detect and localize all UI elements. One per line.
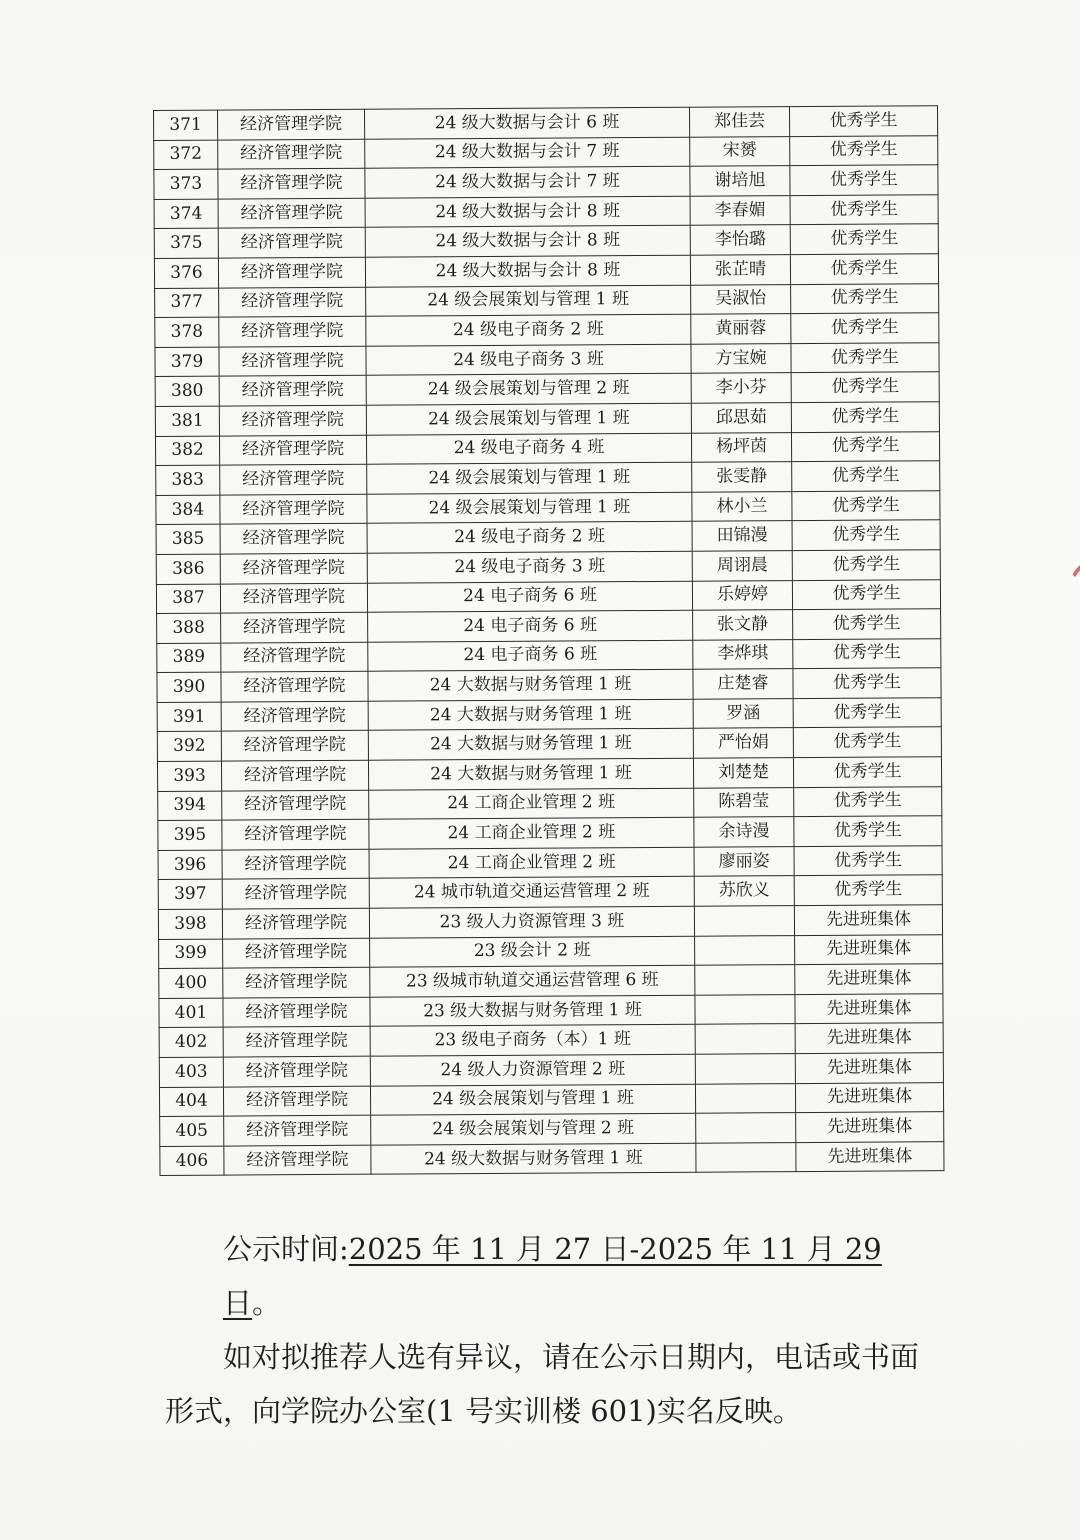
student-name-cell: 陈碧莹 bbox=[694, 787, 794, 817]
class-cell: 24 级大数据与会计 8 班 bbox=[365, 226, 690, 258]
student-name-cell bbox=[694, 906, 794, 936]
college-cell: 经济管理学院 bbox=[222, 849, 369, 879]
table-row bbox=[157, 668, 941, 702]
class-cell: 24 级会展策划与管理 1 班 bbox=[367, 492, 692, 524]
student-name-cell: 张文静 bbox=[693, 610, 793, 640]
row-number-cell: 395 bbox=[158, 820, 222, 850]
award-cell: 先进班集体 bbox=[795, 1053, 943, 1083]
class-cell: 23 级会计 2 班 bbox=[370, 936, 695, 968]
table-row bbox=[155, 431, 939, 465]
recommendation-table bbox=[153, 105, 944, 1176]
student-name-cell: 李春媚 bbox=[690, 195, 790, 225]
student-name-cell: 林小兰 bbox=[692, 491, 792, 521]
college-cell: 经济管理学院 bbox=[218, 198, 365, 228]
award-cell: 先进班集体 bbox=[795, 994, 943, 1024]
student-name-cell: 方宝婉 bbox=[691, 343, 791, 373]
award-cell: 优秀学生 bbox=[791, 342, 939, 372]
class-cell: 24 级大数据与会计 7 班 bbox=[365, 166, 690, 198]
row-number-cell: 393 bbox=[157, 761, 221, 791]
college-cell: 经济管理学院 bbox=[223, 997, 370, 1027]
table-row bbox=[156, 490, 940, 524]
table-row bbox=[154, 106, 938, 140]
class-cell: 24 级电子商务 2 班 bbox=[366, 314, 691, 346]
class-cell: 24 电子商务 6 班 bbox=[367, 581, 692, 613]
award-cell: 优秀学生 bbox=[794, 875, 942, 905]
award-cell: 优秀学生 bbox=[791, 402, 939, 432]
college-cell: 经济管理学院 bbox=[219, 376, 366, 406]
class-cell: 24 级电子商务 3 班 bbox=[367, 551, 692, 583]
class-cell: 24 级人力资源管理 2 班 bbox=[370, 1054, 695, 1086]
class-cell: 24 级大数据与财务管理 1 班 bbox=[371, 1143, 696, 1175]
student-name-cell: 田锦漫 bbox=[692, 521, 792, 551]
notice-section bbox=[165, 1222, 945, 1438]
notice-date-label: 公示时间: bbox=[223, 1232, 349, 1266]
student-name-cell: 邱思茹 bbox=[691, 403, 791, 433]
class-cell: 24 工商企业管理 2 班 bbox=[369, 847, 694, 879]
class-cell: 23 级电子商务（本）1 班 bbox=[370, 1025, 695, 1057]
table-row bbox=[154, 135, 938, 169]
college-cell: 经济管理学院 bbox=[221, 612, 368, 642]
college-cell: 经济管理学院 bbox=[223, 938, 370, 968]
student-name-cell: 杨坪茵 bbox=[691, 432, 791, 462]
table-row bbox=[158, 816, 942, 850]
award-cell: 优秀学生 bbox=[790, 194, 938, 224]
student-name-cell: 庄楚睿 bbox=[693, 669, 793, 699]
college-cell: 经济管理学院 bbox=[224, 1115, 371, 1145]
table-row bbox=[154, 254, 938, 288]
row-number-cell: 398 bbox=[158, 909, 222, 939]
class-cell: 24 电子商务 6 班 bbox=[368, 640, 693, 672]
table-body bbox=[154, 106, 944, 1176]
row-number-cell: 387 bbox=[156, 584, 220, 614]
table-row bbox=[156, 550, 940, 584]
table-row bbox=[158, 875, 942, 909]
class-cell: 23 级大数据与财务管理 1 班 bbox=[370, 995, 695, 1027]
row-number-cell: 374 bbox=[154, 199, 218, 229]
row-number-cell: 378 bbox=[155, 317, 219, 347]
award-cell: 优秀学生 bbox=[790, 254, 938, 284]
college-cell: 经济管理学院 bbox=[221, 671, 368, 701]
table-row bbox=[159, 1023, 943, 1057]
award-cell: 优秀学生 bbox=[794, 846, 942, 876]
student-name-cell: 余诗漫 bbox=[694, 817, 794, 847]
class-cell: 24 城市轨道交通运营管理 2 班 bbox=[369, 877, 694, 909]
row-number-cell: 373 bbox=[154, 169, 218, 199]
college-cell: 经济管理学院 bbox=[220, 494, 367, 524]
class-cell: 24 级会展策划与管理 1 班 bbox=[366, 403, 691, 435]
row-number-cell: 399 bbox=[159, 939, 223, 969]
student-name-cell: 李小芬 bbox=[691, 373, 791, 403]
table-row bbox=[157, 638, 941, 672]
student-name-cell: 李烨琪 bbox=[693, 639, 793, 669]
award-cell: 先进班集体 bbox=[795, 1082, 943, 1112]
class-cell: 24 级电子商务 4 班 bbox=[366, 433, 691, 465]
table-row bbox=[156, 579, 940, 613]
student-name-cell: 周诩晨 bbox=[692, 551, 792, 581]
official-seal-fragment bbox=[1058, 560, 1080, 718]
row-number-cell: 385 bbox=[156, 524, 220, 554]
college-cell: 经济管理学院 bbox=[222, 790, 369, 820]
table-row bbox=[160, 1112, 944, 1146]
notice-date-value: 2025 年 11 月 27 日-2025 年 11 月 29 日 bbox=[223, 1232, 882, 1320]
award-cell: 优秀学生 bbox=[793, 727, 941, 757]
row-number-cell: 391 bbox=[157, 702, 221, 732]
college-cell: 经济管理学院 bbox=[220, 553, 367, 583]
college-cell: 经济管理学院 bbox=[220, 464, 367, 494]
award-cell: 先进班集体 bbox=[795, 934, 943, 964]
award-cell: 优秀学生 bbox=[792, 550, 940, 580]
row-number-cell: 386 bbox=[156, 554, 220, 584]
table-row bbox=[157, 727, 941, 761]
class-cell: 24 级大数据与会计 8 班 bbox=[365, 196, 690, 228]
student-name-cell bbox=[695, 935, 795, 965]
award-cell: 优秀学生 bbox=[793, 698, 941, 728]
table-row bbox=[158, 905, 942, 939]
student-name-cell: 黄丽蓉 bbox=[691, 314, 791, 344]
row-number-cell: 403 bbox=[159, 1057, 223, 1087]
table-row bbox=[159, 964, 943, 998]
award-cell: 优秀学生 bbox=[792, 490, 940, 520]
student-name-cell: 郑佳芸 bbox=[689, 107, 789, 137]
table-row bbox=[159, 934, 943, 968]
award-cell: 先进班集体 bbox=[796, 1112, 944, 1142]
award-cell: 优秀学生 bbox=[793, 757, 941, 787]
table-row bbox=[154, 194, 938, 228]
row-number-cell: 397 bbox=[158, 880, 222, 910]
table-row bbox=[155, 342, 939, 376]
class-cell: 24 级会展策划与管理 1 班 bbox=[370, 1084, 695, 1116]
award-cell: 先进班集体 bbox=[796, 1141, 944, 1171]
award-cell: 优秀学生 bbox=[792, 461, 940, 491]
college-cell: 经济管理学院 bbox=[222, 819, 369, 849]
award-cell: 优秀学生 bbox=[790, 135, 938, 165]
class-cell: 24 级电子商务 3 班 bbox=[366, 344, 691, 376]
class-cell: 24 级会展策划与管理 1 班 bbox=[366, 285, 691, 317]
table-row bbox=[157, 609, 941, 643]
college-cell: 经济管理学院 bbox=[220, 583, 367, 613]
college-cell: 经济管理学院 bbox=[224, 1145, 371, 1175]
college-cell: 经济管理学院 bbox=[219, 435, 366, 465]
student-name-cell: 罗涵 bbox=[693, 698, 793, 728]
class-cell: 24 级大数据与会计 8 班 bbox=[365, 255, 690, 287]
row-number-cell: 394 bbox=[158, 791, 222, 821]
row-number-cell: 371 bbox=[154, 110, 218, 140]
class-cell: 24 级会展策划与管理 1 班 bbox=[367, 462, 692, 494]
row-number-cell: 396 bbox=[158, 850, 222, 880]
college-cell: 经济管理学院 bbox=[219, 346, 366, 376]
class-cell: 24 级会展策划与管理 2 班 bbox=[366, 374, 691, 406]
class-cell: 24 大数据与财务管理 1 班 bbox=[368, 699, 693, 731]
award-cell: 优秀学生 bbox=[794, 816, 942, 846]
row-number-cell: 401 bbox=[159, 998, 223, 1028]
award-cell: 优秀学生 bbox=[789, 106, 937, 136]
row-number-cell: 400 bbox=[159, 968, 223, 998]
table-row bbox=[159, 1053, 943, 1087]
award-cell: 优秀学生 bbox=[790, 224, 938, 254]
award-cell: 先进班集体 bbox=[795, 964, 943, 994]
student-name-cell bbox=[696, 1113, 796, 1143]
class-cell: 24 大数据与财务管理 1 班 bbox=[368, 729, 693, 761]
student-name-cell bbox=[695, 1024, 795, 1054]
table-row bbox=[160, 1141, 944, 1175]
row-number-cell: 382 bbox=[155, 436, 219, 466]
award-cell: 优秀学生 bbox=[793, 609, 941, 639]
student-name-cell: 廖丽姿 bbox=[694, 846, 794, 876]
table-row bbox=[155, 283, 939, 317]
college-cell: 经济管理学院 bbox=[218, 168, 365, 198]
row-number-cell: 380 bbox=[155, 376, 219, 406]
college-cell: 经济管理学院 bbox=[222, 908, 369, 938]
award-cell: 先进班集体 bbox=[795, 1023, 943, 1053]
table-row bbox=[155, 372, 939, 406]
recommendation-table-wrapper bbox=[153, 105, 943, 1176]
row-number-cell: 375 bbox=[154, 228, 218, 258]
award-cell: 先进班集体 bbox=[794, 905, 942, 935]
award-cell: 优秀学生 bbox=[790, 165, 938, 195]
student-name-cell: 张芷晴 bbox=[690, 255, 790, 285]
class-cell: 24 级电子商务 2 班 bbox=[367, 522, 692, 554]
college-cell: 经济管理学院 bbox=[218, 109, 365, 139]
row-number-cell: 383 bbox=[156, 465, 220, 495]
award-cell: 优秀学生 bbox=[794, 786, 942, 816]
student-name-cell bbox=[695, 1054, 795, 1084]
award-cell: 优秀学生 bbox=[793, 638, 941, 668]
student-name-cell bbox=[695, 994, 795, 1024]
award-cell: 优秀学生 bbox=[792, 520, 940, 550]
table-row bbox=[156, 461, 940, 495]
award-cell: 优秀学生 bbox=[792, 579, 940, 609]
class-cell: 23 级人力资源管理 3 班 bbox=[369, 906, 694, 938]
college-cell: 经济管理学院 bbox=[219, 405, 366, 435]
college-cell: 经济管理学院 bbox=[223, 1056, 370, 1086]
row-number-cell: 405 bbox=[160, 1116, 224, 1146]
row-number-cell: 402 bbox=[159, 1027, 223, 1057]
class-cell: 24 电子商务 6 班 bbox=[368, 610, 693, 642]
table-row bbox=[154, 165, 938, 199]
college-cell: 经济管理学院 bbox=[218, 139, 365, 169]
college-cell: 经济管理学院 bbox=[221, 642, 368, 672]
class-cell: 24 大数据与财务管理 1 班 bbox=[368, 758, 693, 790]
class-cell: 24 级大数据与会计 7 班 bbox=[365, 137, 690, 169]
row-number-cell: 376 bbox=[154, 258, 218, 288]
college-cell: 经济管理学院 bbox=[218, 228, 365, 258]
class-cell: 24 大数据与财务管理 1 班 bbox=[368, 669, 693, 701]
award-cell: 优秀学生 bbox=[791, 372, 939, 402]
class-cell: 24 工商企业管理 2 班 bbox=[369, 817, 694, 849]
student-name-cell: 苏欣义 bbox=[694, 876, 794, 906]
award-cell: 优秀学生 bbox=[791, 313, 939, 343]
table-row bbox=[154, 224, 938, 258]
class-cell: 23 级城市轨道交通运营管理 6 班 bbox=[370, 965, 695, 997]
table-row bbox=[155, 313, 939, 347]
college-cell: 经济管理学院 bbox=[223, 1086, 370, 1116]
student-name-cell: 李怡璐 bbox=[690, 225, 790, 255]
table-row bbox=[156, 520, 940, 554]
college-cell: 经济管理学院 bbox=[221, 701, 368, 731]
college-cell: 经济管理学院 bbox=[221, 731, 368, 761]
notice-date-end: 。 bbox=[252, 1286, 282, 1320]
table-row bbox=[158, 846, 942, 880]
class-cell: 24 级会展策划与管理 2 班 bbox=[371, 1113, 696, 1145]
row-number-cell: 389 bbox=[157, 643, 221, 673]
table-row bbox=[159, 994, 943, 1028]
row-number-cell: 406 bbox=[160, 1146, 224, 1176]
row-number-cell: 372 bbox=[154, 140, 218, 170]
award-cell: 优秀学生 bbox=[791, 283, 939, 313]
student-name-cell: 宋赟 bbox=[690, 136, 790, 166]
college-cell: 经济管理学院 bbox=[218, 257, 365, 287]
student-name-cell: 严怡娟 bbox=[693, 728, 793, 758]
class-cell: 24 级大数据与会计 6 班 bbox=[364, 107, 689, 139]
award-cell: 优秀学生 bbox=[791, 431, 939, 461]
college-cell: 经济管理学院 bbox=[223, 1027, 370, 1057]
row-number-cell: 392 bbox=[157, 732, 221, 762]
college-cell: 经济管理学院 bbox=[219, 316, 366, 346]
student-name-cell bbox=[696, 1142, 796, 1172]
student-name-cell bbox=[695, 965, 795, 995]
table-row bbox=[159, 1082, 943, 1116]
student-name-cell bbox=[695, 1083, 795, 1113]
student-name-cell: 谢培旭 bbox=[690, 166, 790, 196]
notice-contact-line: 形式，向学院办公室(1 号实训楼 601)实名反映。 bbox=[165, 1394, 802, 1428]
row-number-cell: 381 bbox=[155, 406, 219, 436]
student-name-cell: 乐婷婷 bbox=[692, 580, 792, 610]
table-row bbox=[157, 698, 941, 732]
table-row bbox=[155, 402, 939, 436]
class-cell: 24 工商企业管理 2 班 bbox=[369, 788, 694, 820]
table-row bbox=[158, 786, 942, 820]
notice-date-line bbox=[165, 1222, 945, 1330]
notice-objection-line: 如对拟推荐人选有异议，请在公示日期内，电话或书面 bbox=[223, 1340, 920, 1374]
student-name-cell: 吴淑怡 bbox=[691, 284, 791, 314]
award-cell: 优秀学生 bbox=[793, 668, 941, 698]
college-cell: 经济管理学院 bbox=[219, 287, 366, 317]
college-cell: 经济管理学院 bbox=[220, 524, 367, 554]
row-number-cell: 390 bbox=[157, 672, 221, 702]
row-number-cell: 384 bbox=[156, 495, 220, 525]
table-row bbox=[157, 757, 941, 791]
row-number-cell: 388 bbox=[157, 613, 221, 643]
college-cell: 经济管理学院 bbox=[222, 879, 369, 909]
college-cell: 经济管理学院 bbox=[223, 967, 370, 997]
row-number-cell: 379 bbox=[155, 347, 219, 377]
student-name-cell: 张雯静 bbox=[692, 462, 792, 492]
row-number-cell: 404 bbox=[159, 1087, 223, 1117]
student-name-cell: 刘楚楚 bbox=[693, 758, 793, 788]
college-cell: 经济管理学院 bbox=[221, 760, 368, 790]
row-number-cell: 377 bbox=[155, 288, 219, 318]
